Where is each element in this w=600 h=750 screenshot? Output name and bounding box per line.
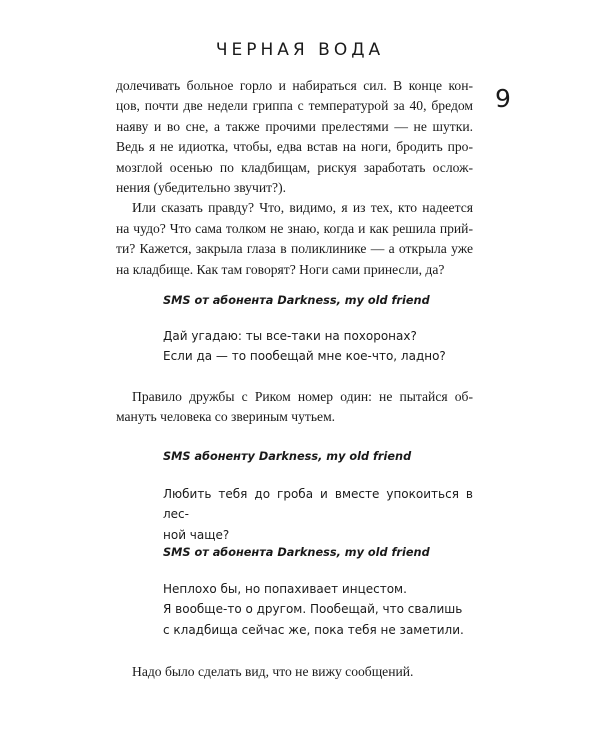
text-line: Надо было сделать вид, что не вижу сообщений. bbox=[132, 664, 414, 679]
text-line: на чудо? Что сама толком не знаю, когда и как решила прий- bbox=[116, 220, 473, 236]
text-line: ти? Кажется, закрыла глаза в поликлинике — а открыла уже bbox=[116, 241, 473, 257]
text-line: Или сказать правду? Что, видимо, я из тех, кто надеется bbox=[132, 200, 473, 216]
text-line: цов, почти две недели гриппа с температурой за 40, бредом bbox=[116, 98, 473, 114]
sms-line: ной чаще? bbox=[163, 527, 230, 542]
sms-header: SMS абоненту Darkness, my old friend bbox=[163, 450, 412, 463]
text-line: нения (убедительно звучит?). bbox=[116, 180, 286, 196]
sms-header: SMS от абонента Darkness, my old friend bbox=[163, 546, 430, 559]
text-line: Ведь я не идиотка, чтобы, едва встав на ноги, бродить про- bbox=[116, 139, 473, 155]
sms-line: Любить тебя до гроба и вместе упокоиться в лес- bbox=[163, 487, 473, 522]
sms-line: с кладбища сейчас же, пока тебя не заметили. bbox=[163, 622, 464, 637]
paragraph-4 bbox=[116, 662, 473, 682]
page-number: 9 bbox=[495, 84, 511, 113]
sms-message bbox=[163, 484, 473, 545]
sms-message bbox=[163, 579, 464, 640]
text-line: мануть человека со звериным чутьем. bbox=[116, 409, 336, 425]
text-line: наяву и во сне, а также прочими прелестями — не шутки. bbox=[116, 118, 473, 134]
sms-line: Дай угадаю: ты все-таки на похоронах? bbox=[163, 329, 417, 343]
sms-header: SMS от абонента Darkness, my old friend bbox=[163, 294, 430, 307]
text-line: Правило дружбы с Риком номер один: не пытайся об- bbox=[132, 389, 473, 404]
paragraph-2 bbox=[116, 198, 473, 280]
running-head: ЧЕРНАЯ ВОДА bbox=[215, 40, 385, 60]
text-line: долечивать больное горло и набираться сил. В конце кон- bbox=[116, 78, 473, 93]
text-line: на кладбище. Как там говорят? Ноги сами принесли, да? bbox=[116, 261, 445, 277]
sms-line: Я вообще-то о другом. Пообещай, что свалишь bbox=[163, 602, 463, 617]
text-line: мозглой осенью по кладбищам, рискуя заработать ослож- bbox=[116, 159, 473, 175]
sms-message bbox=[163, 326, 446, 367]
paragraph-3 bbox=[116, 387, 473, 428]
paragraph-1 bbox=[116, 76, 473, 198]
body-text bbox=[116, 76, 473, 280]
sms-line: Если да — то пообещай мне кое-что, ладно? bbox=[163, 349, 446, 364]
sms-line: Неплохо бы, но попахивает инцестом. bbox=[163, 582, 407, 596]
